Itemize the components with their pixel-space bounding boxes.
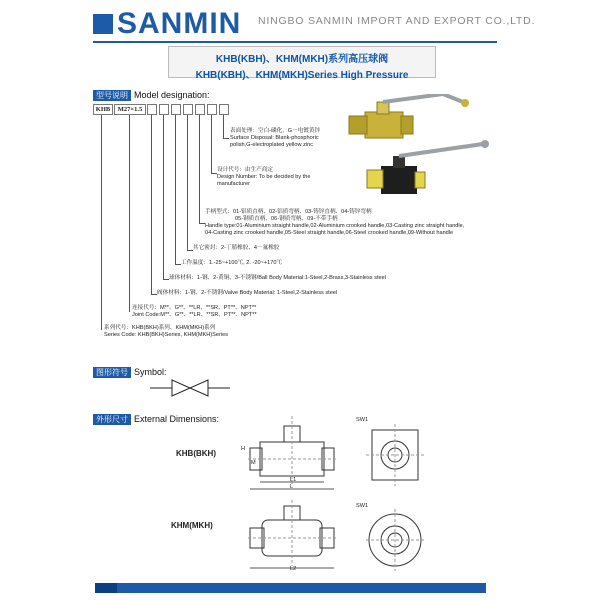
legend-line: Series Code: KHB(BKH)Series, KHM(MKH)Series: [104, 332, 229, 338]
legend-line: 表面处理：空白-磷化，G－电镀黄锌: [230, 128, 321, 134]
footer-bar: [95, 583, 486, 593]
legend-line: 设计代号：由生产商定: [217, 167, 273, 173]
model-section-label: Model designation:: [134, 90, 210, 100]
legend-temperature: 工作温度：1.-25~+100℃, 2. -20~+170℃: [181, 260, 283, 266]
dim-h: H: [241, 446, 246, 452]
legend-surface: [230, 128, 320, 149]
leader-line: [101, 115, 102, 330]
legend-design: [217, 167, 311, 188]
symbol-section-label: Symbol:: [134, 367, 167, 377]
legend-ball-material: 球体材料：1-钢、2-黄铜、3-不锈钢/Ball Body Material:1-Steel,2-Brass,3-Stainless steel: [169, 275, 386, 281]
leader-line: [211, 115, 212, 173]
dim-l: L: [290, 484, 294, 490]
dim-l2: L2: [290, 566, 297, 572]
legend-line: Design Number: To be decided by the: [217, 174, 311, 180]
legend-line: Handle type:01-Aluminium straight handle,02-Aluminium crooked handle,03-Casting zinc straight handle,: [205, 223, 465, 229]
symbol-section-tag: 图形符号: [93, 367, 131, 378]
code-slot: [171, 104, 181, 115]
leader-line: [199, 115, 200, 223]
dimension-section-heading: [93, 409, 219, 427]
model-label-khm: KHM(MKH): [171, 521, 213, 530]
leader-line: [129, 115, 130, 312]
title-english: KHB(KBH)、KHM(MKH)Series High Pressure: [195, 70, 409, 81]
legend-series: [104, 325, 228, 339]
legend-line: 手柄型式：01-铝质直柄、02-铝质弯柄、03-铸锌直柄、04-铸锌弯柄: [205, 209, 372, 215]
leader-line: [175, 115, 176, 264]
leader-line: [223, 138, 229, 139]
leader-line: [151, 115, 152, 294]
model-section-tag: 型号说明: [93, 90, 131, 101]
legend-line: Surface Disposal: Blank-phosphoric: [230, 135, 319, 141]
legend-line: polish,G-electroplated yellow zinc: [230, 142, 314, 148]
legend-line: 05-钢质直柄、06-钢质弯柄、09-不带手柄: [235, 216, 338, 222]
dim-sw1: SW1: [356, 503, 369, 509]
dim-l1: L1: [290, 477, 297, 483]
code-slot: [195, 104, 205, 115]
code-slot: [219, 104, 229, 115]
legend-seal: 其它密封：2-丁腈橡胶、4－氟橡胶: [193, 245, 280, 251]
legend-line: manufacturer: [217, 181, 250, 187]
product-photos: [343, 94, 493, 244]
footer-block: [95, 583, 117, 593]
header-rule: [93, 41, 497, 43]
model-label-khb: KHB(BKH): [176, 449, 216, 458]
company-name: NINGBO SANMIN IMPORT AND EXPORT CO.,LTD.: [258, 15, 536, 27]
model-section-heading: [93, 85, 210, 103]
title-box: [168, 46, 436, 81]
legend-body-material: 阀体材料：1-钢、2-不锈钢/Valve Body Material: 1-Steel,2-Stainless steel: [157, 290, 338, 296]
code-joint: M27×1.5: [114, 104, 146, 115]
code-slot: [159, 104, 169, 115]
brand-logo: SANMIN: [117, 7, 242, 40]
code-series: KHB: [93, 104, 113, 115]
valve-symbol: [150, 378, 230, 398]
legend-joint: [132, 305, 257, 319]
title-chinese: KHB(KBH)、KHM(MKH)系列高压球阀: [215, 54, 389, 65]
dimension-section-label: External Dimensions:: [134, 414, 220, 424]
legend-line: 04-Casting zinc crooked handle,05-Steel straight handle,06-Steel crooked handle,09-Without handle: [205, 230, 454, 236]
code-slot: [183, 104, 193, 115]
dim-m: M: [251, 460, 256, 466]
leader-line: [223, 115, 224, 138]
yellow-valve-image: [349, 94, 469, 138]
dim-sw1: SW1: [356, 417, 369, 423]
khb-front-drawing: [360, 420, 430, 490]
leader-line: [163, 115, 164, 279]
legend-line: 系列代号：KHB(BKH)系列、KHM(MKH)系列: [104, 325, 216, 331]
khm-front-drawing: [360, 505, 430, 575]
dimension-section-tag: 外形尺寸: [93, 414, 131, 425]
code-slot: [207, 104, 217, 115]
logo-mark: [93, 14, 113, 34]
legend-line: Joint Code:M**、G**、**LR、**SR、PT**、NPT**: [132, 312, 257, 318]
black-valve-image: [367, 140, 489, 194]
code-slot: [147, 104, 157, 115]
leader-line: [187, 115, 188, 250]
legend-line: 连接代号：M**、G**、**LR、**SR、PT**、NPT**: [132, 305, 257, 311]
